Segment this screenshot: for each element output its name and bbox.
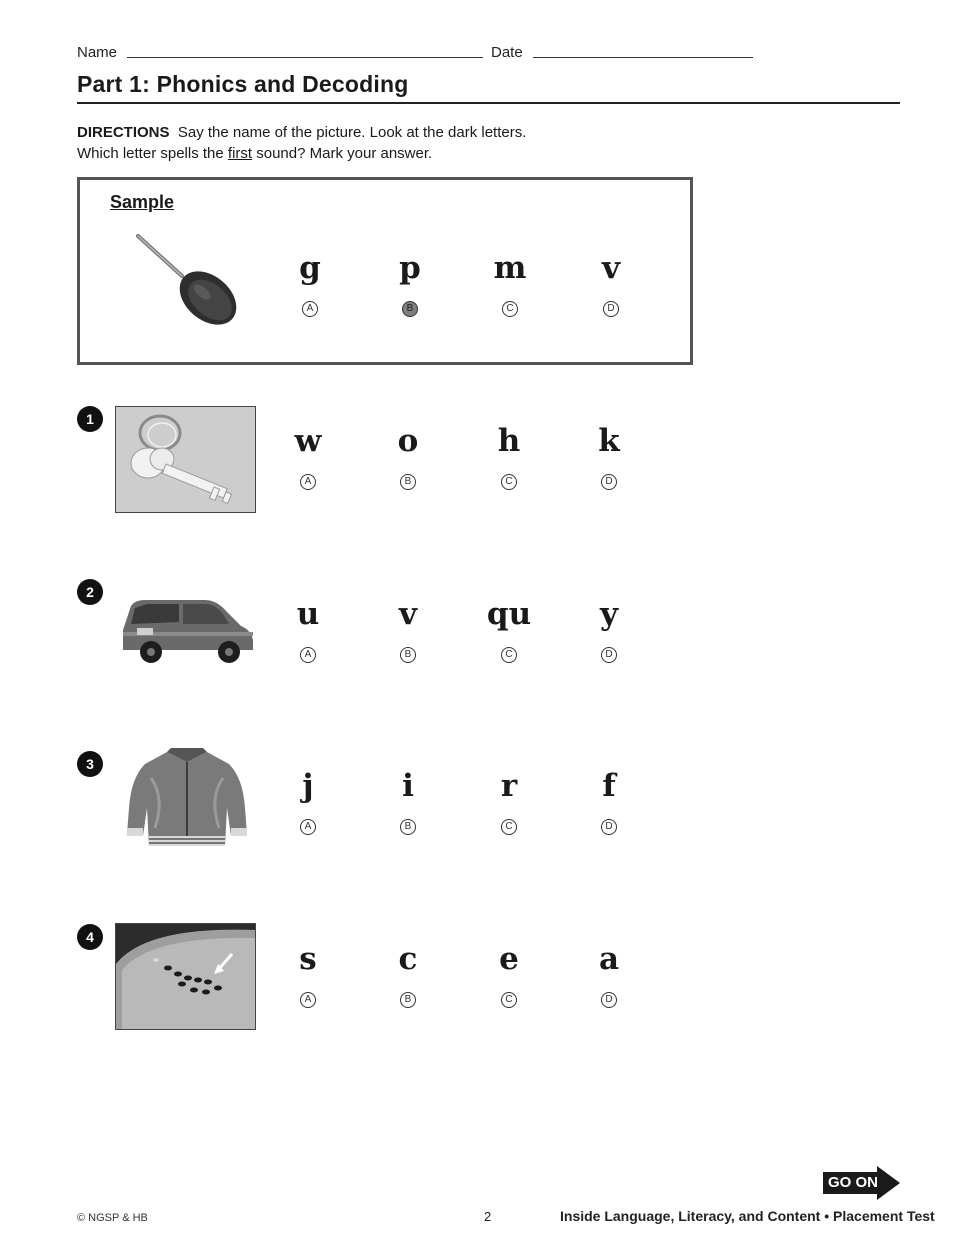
choice-letter: v	[398, 596, 417, 632]
date-label: Date	[491, 44, 523, 61]
date-field[interactable]	[533, 57, 753, 58]
q2-choice-d	[569, 596, 649, 632]
directions	[77, 122, 777, 164]
sample-bubble-b-marked[interactable]: B	[402, 301, 418, 317]
sample-choice-b	[370, 250, 450, 286]
q3-bubble-b[interactable]: B	[400, 819, 416, 835]
q3-choice-d	[569, 768, 649, 804]
q1-bubble-b[interactable]: B	[400, 474, 416, 490]
choice-letter: qu	[486, 596, 532, 632]
title-rule	[77, 102, 900, 104]
directions-underlined-word: first	[227, 145, 253, 162]
q3-choice-a	[268, 768, 348, 804]
choice-letter: f	[602, 768, 616, 804]
q4-bubble-d[interactable]: D	[601, 992, 617, 1008]
page-title: Part 1: Phonics and Decoding	[77, 71, 409, 97]
sample-choice-c	[470, 250, 550, 286]
directions-label: DIRECTIONS	[77, 124, 170, 141]
directions-line1: Say the name of the picture. Look at the dark letters.	[177, 124, 527, 141]
choice-letter: a	[598, 941, 620, 977]
choice-letter: w	[294, 423, 322, 459]
choice-letter: h	[497, 423, 521, 459]
sample-bubble-d[interactable]: D	[603, 301, 619, 317]
question-number-2: 2	[77, 579, 103, 605]
choice-letter: s	[299, 941, 317, 977]
q4-choice-b	[368, 941, 448, 977]
q3-choice-c	[469, 768, 549, 804]
q2-choice-c	[469, 596, 549, 632]
directions-line2-start: Which letter spells the	[77, 145, 224, 162]
jacket-picture	[125, 748, 250, 852]
van-picture	[117, 592, 257, 672]
q4-choice-d	[569, 941, 649, 977]
book-title: Inside Language, Literacy, and Content • Placement Test	[560, 1208, 935, 1224]
watermelon-seeds-icon	[116, 924, 255, 1029]
watermelon-picture	[115, 923, 256, 1030]
sample-label: Sample	[110, 192, 175, 212]
q3-bubble-c[interactable]: C	[501, 819, 517, 835]
choice-letter: c	[398, 941, 418, 977]
choice-letter: g	[299, 250, 321, 286]
choice-letter: r	[500, 768, 518, 804]
q4-bubble-c[interactable]: C	[501, 992, 517, 1008]
choice-letter: v	[601, 250, 620, 286]
question-number-4: 4	[77, 924, 103, 950]
key-icon	[116, 407, 255, 512]
q3-choice-b	[368, 768, 448, 804]
directions-line2-end: sound? Mark your answer.	[256, 145, 433, 162]
q1-choice-a	[268, 423, 348, 459]
sample-choice-d	[571, 250, 651, 286]
go-on-arrow	[823, 1166, 901, 1200]
q4-bubble-a[interactable]: A	[300, 992, 316, 1008]
q2-bubble-a[interactable]: A	[300, 647, 316, 663]
q1-choice-c	[469, 423, 549, 459]
sample-bubble-c[interactable]: C	[502, 301, 518, 317]
name-label: Name	[77, 44, 118, 61]
q1-bubble-c[interactable]: C	[501, 474, 517, 490]
q2-bubble-b[interactable]: B	[400, 647, 416, 663]
q1-bubble-d[interactable]: D	[601, 474, 617, 490]
name-field[interactable]	[127, 57, 483, 58]
go-on-label: GO ON	[828, 1174, 879, 1191]
q3-bubble-d[interactable]: D	[601, 819, 617, 835]
choice-letter: m	[493, 250, 527, 286]
choice-letter: o	[397, 423, 419, 459]
q2-bubble-d[interactable]: D	[601, 647, 617, 663]
choice-letter: k	[598, 423, 620, 459]
q2-choice-b	[368, 596, 448, 632]
q4-choice-a	[268, 941, 348, 977]
choice-letter: i	[402, 768, 414, 804]
q1-bubble-a[interactable]: A	[300, 474, 316, 490]
q4-bubble-b[interactable]: B	[400, 992, 416, 1008]
question-number-1: 1	[77, 406, 103, 432]
copyright: © NGSP & HB	[77, 1212, 148, 1224]
q3-bubble-a[interactable]: A	[300, 819, 316, 835]
question-number-3: 3	[77, 751, 103, 777]
q2-choice-a	[268, 596, 348, 632]
page-number: 2	[484, 1209, 492, 1224]
frying-pan-picture	[130, 230, 246, 330]
sample-choice-a	[270, 250, 350, 286]
q1-choice-d	[569, 423, 649, 459]
choice-letter: y	[599, 596, 618, 632]
choice-letter: j	[302, 768, 314, 804]
key-picture	[115, 406, 256, 513]
q1-choice-b	[368, 423, 448, 459]
sample-bubble-a[interactable]: A	[302, 301, 318, 317]
choice-letter: e	[499, 941, 519, 977]
q2-bubble-c[interactable]: C	[501, 647, 517, 663]
choice-letter: p	[399, 250, 421, 286]
q4-choice-c	[469, 941, 549, 977]
choice-letter: u	[296, 596, 320, 632]
